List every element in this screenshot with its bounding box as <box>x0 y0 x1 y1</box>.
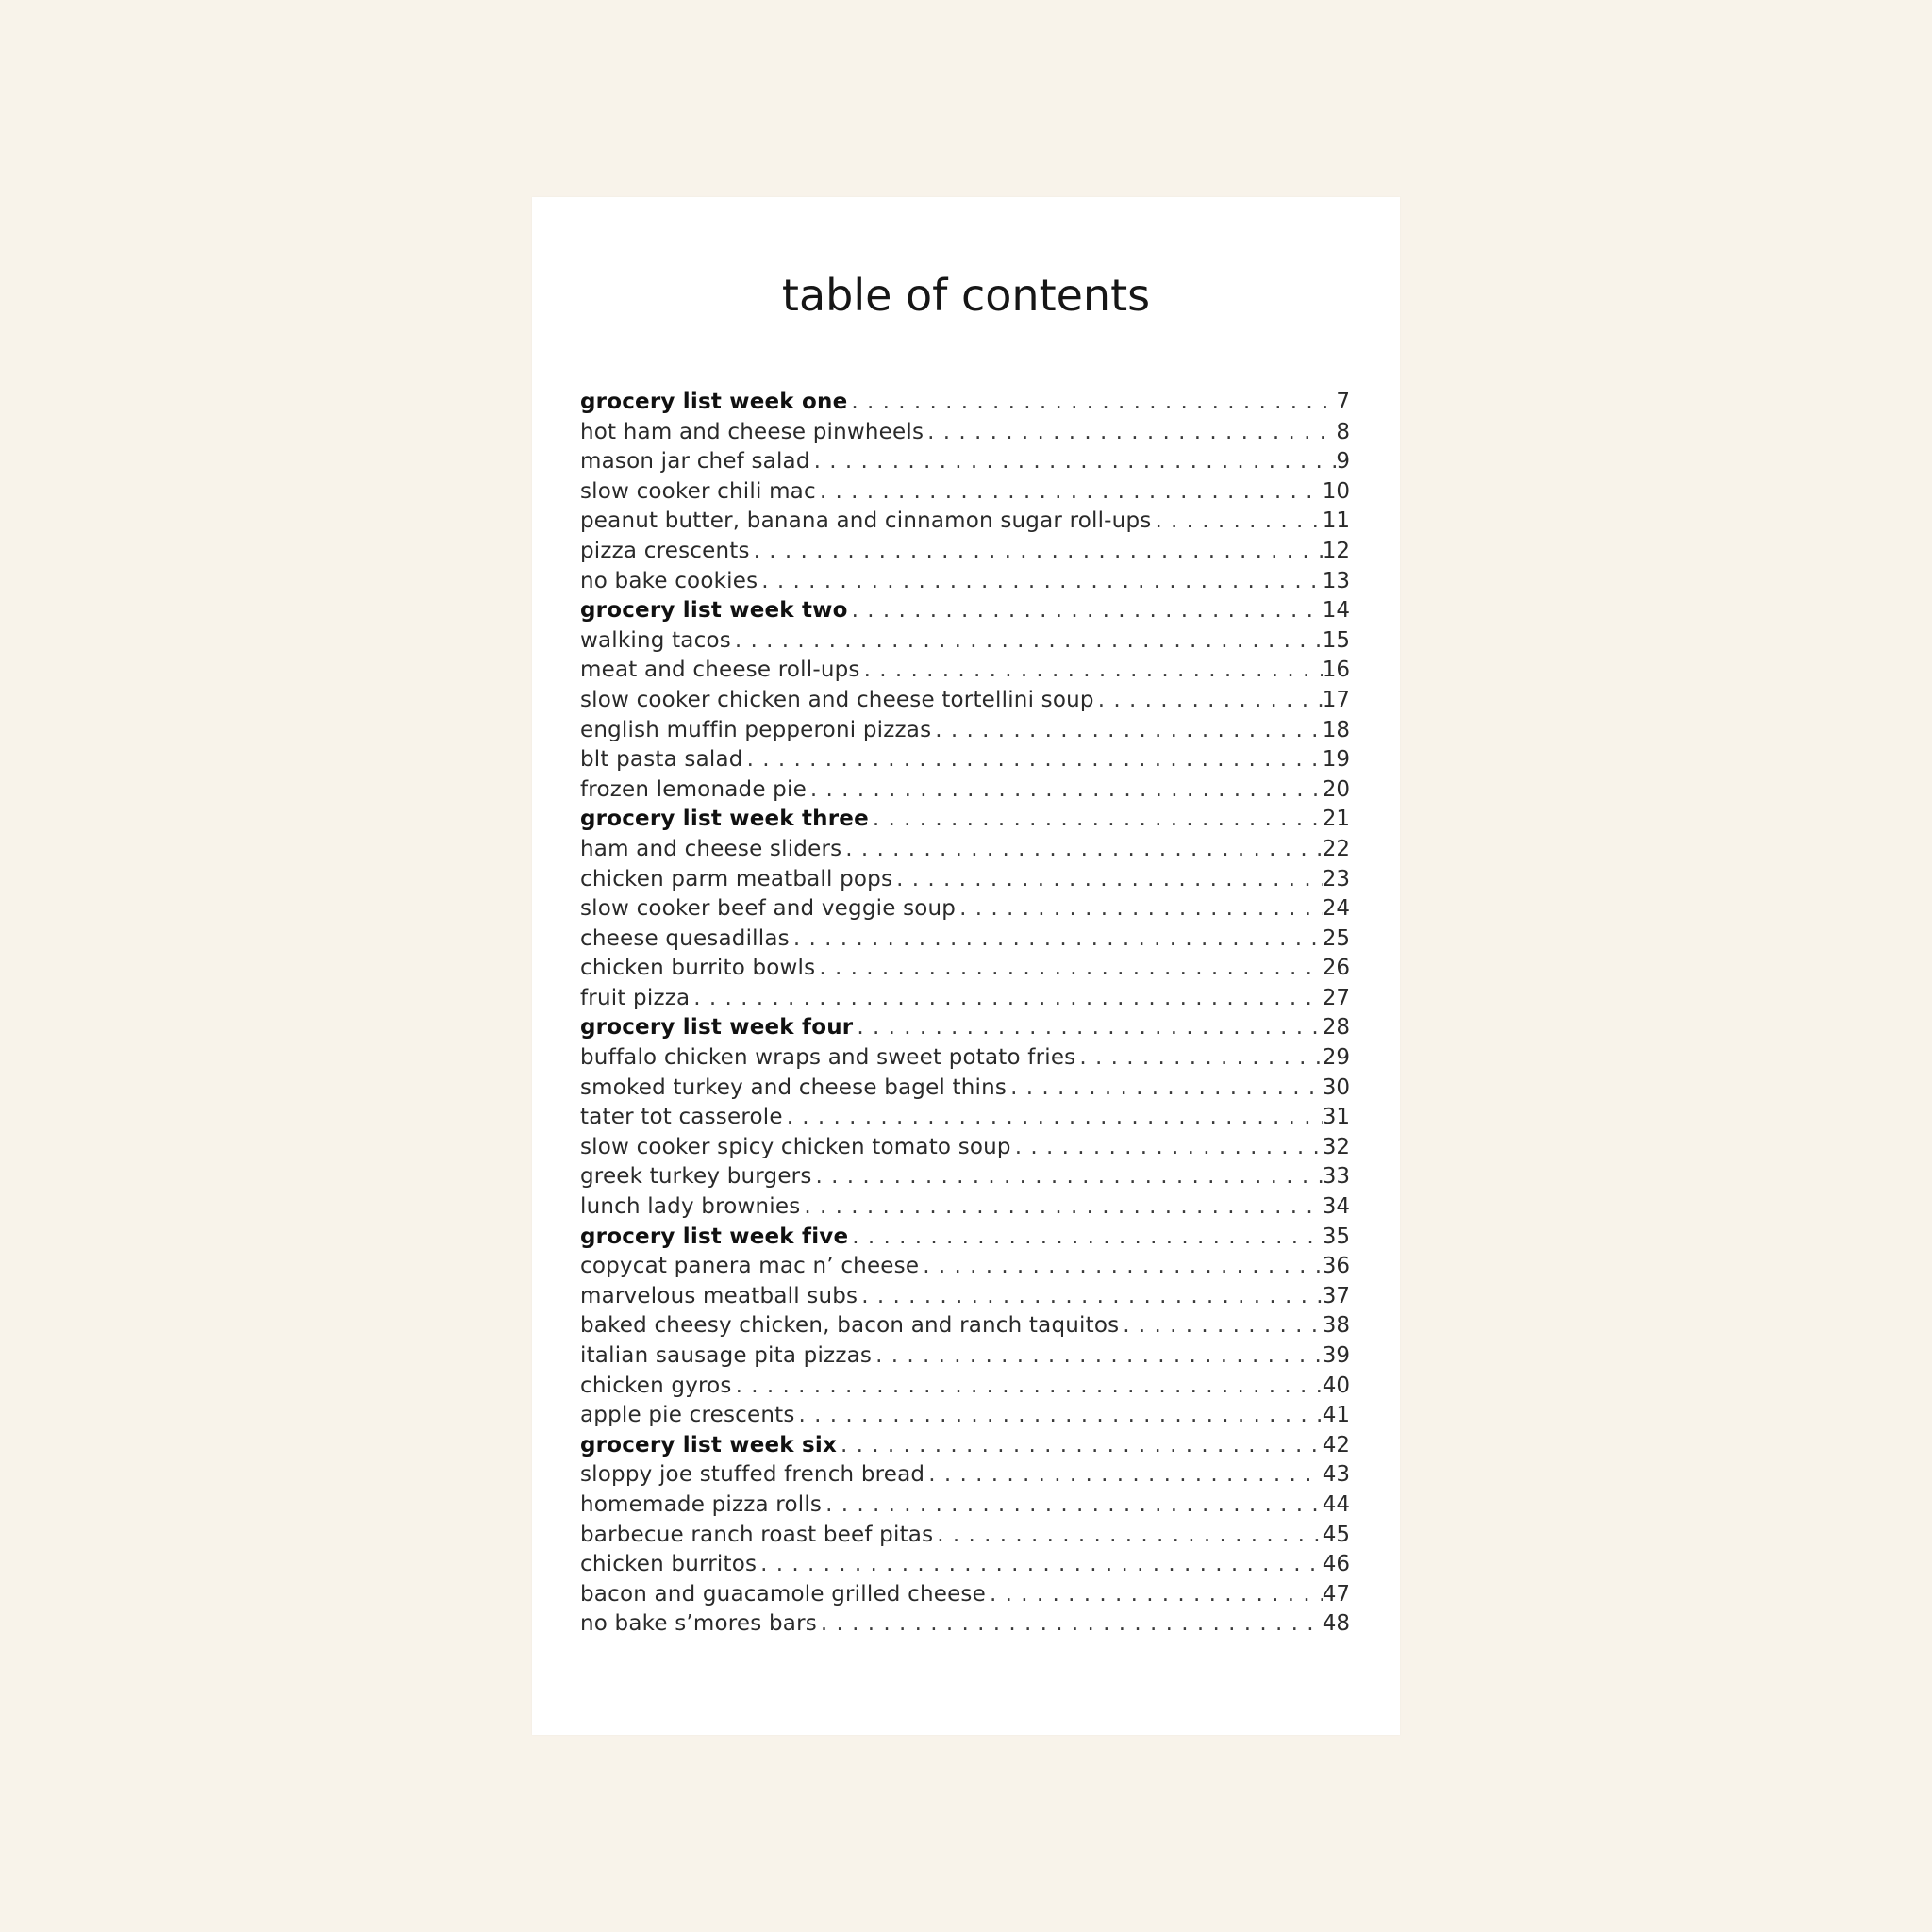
toc-entry-title: grocery list week three <box>580 807 869 832</box>
toc-entry-title: slow cooker spicy chicken tomato soup <box>580 1134 1011 1159</box>
toc-entry <box>580 1075 1350 1106</box>
toc-entry-page-number: 35 <box>1322 1224 1350 1249</box>
toc-entry <box>580 1135 1350 1165</box>
dot-leader <box>872 1343 1323 1368</box>
dot-leader <box>860 658 1323 682</box>
toc-entry-page-number: 19 <box>1322 747 1350 773</box>
toc-entry-title: smoked turkey and cheese bagel thins <box>580 1074 1008 1100</box>
dot-leader <box>1007 1075 1323 1100</box>
toc-entry-page-number: 23 <box>1322 866 1350 891</box>
toc-entry-page-number: 24 <box>1322 896 1350 922</box>
dot-leader <box>933 1523 1322 1547</box>
toc-entry <box>580 569 1350 599</box>
toc-entry-page-number: 9 <box>1336 449 1350 475</box>
toc-entry-page-number: 38 <box>1322 1313 1350 1339</box>
dot-leader <box>815 956 1322 980</box>
dot-leader <box>858 1284 1322 1308</box>
toc-entry <box>580 1164 1350 1194</box>
toc-entry-title: grocery list week two <box>580 598 848 624</box>
toc-entry-page-number: 11 <box>1322 508 1350 534</box>
dot-leader <box>732 1374 1323 1398</box>
toc-entry-title: apple pie crescents <box>580 1403 795 1428</box>
toc-entry <box>580 1403 1350 1433</box>
dot-leader <box>1094 688 1323 712</box>
dot-leader <box>816 479 1323 504</box>
dot-leader <box>750 539 1323 563</box>
table-of-contents-list <box>580 390 1350 1641</box>
toc-entry-page-number: 36 <box>1322 1254 1350 1279</box>
toc-entry-page-number: 29 <box>1322 1045 1350 1071</box>
toc-section-heading <box>580 390 1350 420</box>
toc-entry-title: grocery list week five <box>580 1224 849 1249</box>
toc-entry <box>580 718 1350 748</box>
toc-entry-title: homemade pizza rolls <box>580 1491 823 1517</box>
dot-leader <box>810 449 1337 474</box>
toc-entry <box>580 986 1350 1016</box>
toc-entry-title: peanut butter, banana and cinnamon sugar roll-ups <box>580 508 1152 534</box>
dot-leader <box>869 807 1323 831</box>
dot-leader <box>1119 1313 1322 1338</box>
page-title: table of contents <box>781 270 1151 321</box>
toc-entry <box>580 747 1350 777</box>
toc-entry-title: baked cheesy chicken, bacon and ranch taquitos <box>580 1313 1120 1339</box>
toc-entry <box>580 479 1350 509</box>
toc-entry-title: slow cooker beef and veggie soup <box>580 896 957 922</box>
toc-entry <box>580 1374 1350 1404</box>
toc-entry-page-number: 22 <box>1322 836 1350 861</box>
toc-entry-title: marvelous meatball subs <box>580 1283 858 1308</box>
toc-entry <box>580 628 1350 658</box>
dot-leader <box>800 1194 1322 1219</box>
dot-leader <box>817 1611 1323 1636</box>
toc-entry-title: chicken burritos <box>580 1552 758 1577</box>
toc-entry-page-number: 16 <box>1322 658 1350 683</box>
toc-entry-title: chicken gyros <box>580 1373 732 1398</box>
toc-entry <box>580 1582 1350 1612</box>
toc-entry-page-number: 34 <box>1322 1194 1350 1220</box>
toc-entry-page-number: 39 <box>1322 1343 1350 1368</box>
toc-entry-page-number: 43 <box>1322 1462 1350 1488</box>
toc-entry-title: chicken burrito bowls <box>580 956 816 981</box>
toc-entry-title: fruit pizza <box>580 985 691 1010</box>
dot-leader <box>847 390 1336 414</box>
dot-leader <box>790 926 1323 951</box>
toc-entry <box>580 1194 1350 1224</box>
toc-entry <box>580 777 1350 808</box>
toc-entry-page-number: 17 <box>1322 687 1350 712</box>
dot-leader <box>841 837 1322 861</box>
dot-leader <box>853 1015 1322 1040</box>
dot-leader <box>795 1403 1323 1427</box>
dot-leader <box>783 1105 1323 1129</box>
toc-entry-title: slow cooker chili mac <box>580 478 816 504</box>
toc-entry-page-number: 30 <box>1322 1074 1350 1100</box>
dot-leader <box>758 569 1322 593</box>
toc-entry-title: sloppy joe stuffed french bread <box>580 1462 925 1488</box>
toc-entry-title: slow cooker chicken and cheese tortellini soup <box>580 687 1094 712</box>
toc-entry <box>580 1343 1350 1374</box>
toc-entry-page-number: 25 <box>1322 925 1350 951</box>
toc-entry <box>580 926 1350 957</box>
dot-leader <box>919 1254 1323 1278</box>
toc-entry-title: copycat panera mac n’ cheese <box>580 1254 920 1279</box>
toc-entry-page-number: 18 <box>1322 717 1350 742</box>
dot-leader <box>731 628 1323 653</box>
toc-entry-title: cheese quesadillas <box>580 925 790 951</box>
toc-entry <box>580 688 1350 718</box>
toc-entry-page-number: 13 <box>1322 568 1350 593</box>
dot-leader <box>690 986 1322 1010</box>
dot-leader <box>848 1224 1322 1249</box>
toc-entry-page-number: 26 <box>1322 956 1350 981</box>
dot-leader <box>1075 1045 1322 1070</box>
toc-entry-title: frozen lemonade pie <box>580 776 807 802</box>
toc-entry-title: no bake cookies <box>580 568 758 593</box>
toc-entry <box>580 1313 1350 1343</box>
toc-entry-title: barbecue ranch roast beef pitas <box>580 1522 934 1547</box>
toc-entry-page-number: 27 <box>1322 985 1350 1010</box>
toc-entry-title: chicken parm meatball pops <box>580 866 893 891</box>
dot-leader <box>931 718 1322 742</box>
toc-entry <box>580 1552 1350 1582</box>
dot-leader <box>822 1492 1323 1517</box>
toc-entry <box>580 1523 1350 1553</box>
toc-entry-title: meat and cheese roll-ups <box>580 658 860 683</box>
toc-entry-page-number: 10 <box>1322 478 1350 504</box>
toc-entry-page-number: 14 <box>1322 598 1350 624</box>
toc-entry-page-number: 31 <box>1322 1105 1350 1130</box>
toc-entry <box>580 658 1350 688</box>
toc-entry-page-number: 42 <box>1322 1432 1350 1457</box>
dot-leader <box>848 598 1323 623</box>
toc-entry <box>580 1611 1350 1641</box>
dot-leader <box>1011 1135 1323 1159</box>
toc-entry-title: italian sausage pita pizzas <box>580 1343 873 1368</box>
toc-entry <box>580 1492 1350 1523</box>
toc-entry <box>580 420 1350 450</box>
toc-section-heading <box>580 1224 1350 1255</box>
toc-section-heading <box>580 807 1350 837</box>
dot-leader <box>812 1164 1323 1189</box>
toc-entry-page-number: 46 <box>1322 1552 1350 1577</box>
dot-leader <box>807 777 1323 802</box>
toc-section-heading <box>580 1015 1350 1045</box>
toc-entry-page-number: 21 <box>1322 807 1350 832</box>
toc-entry-title: grocery list week six <box>580 1432 838 1457</box>
toc-entry <box>580 1284 1350 1314</box>
dot-leader <box>1151 508 1322 533</box>
dot-leader <box>924 1462 1322 1487</box>
dot-leader <box>757 1552 1323 1576</box>
toc-entry-page-number: 44 <box>1322 1491 1350 1517</box>
toc-entry-page-number: 7 <box>1336 390 1350 414</box>
toc-entry <box>580 449 1350 479</box>
toc-entry-page-number: 45 <box>1322 1522 1350 1547</box>
toc-entry-page-number: 47 <box>1322 1581 1350 1607</box>
toc-entry-page-number: 48 <box>1322 1611 1350 1637</box>
toc-entry-title: mason jar chef salad <box>580 449 810 475</box>
toc-entry-title: tater tot casserole <box>580 1105 783 1130</box>
toc-entry-page-number: 40 <box>1322 1373 1350 1398</box>
toc-entry-title: no bake s’mores bars <box>580 1611 817 1637</box>
toc-entry-title: grocery list week one <box>580 390 848 414</box>
toc-entry <box>580 1462 1350 1492</box>
toc-entry-page-number: 8 <box>1336 419 1350 444</box>
toc-entry <box>580 1254 1350 1284</box>
toc-entry-page-number: 33 <box>1322 1164 1350 1190</box>
toc-entry <box>580 837 1350 867</box>
dot-leader <box>743 747 1323 772</box>
toc-entry-title: bacon and guacamole grilled cheese <box>580 1581 986 1607</box>
toc-section-heading <box>580 598 1350 628</box>
toc-entry <box>580 539 1350 569</box>
toc-entry-title: english muffin pepperoni pizzas <box>580 717 932 742</box>
toc-entry-title: ham and cheese sliders <box>580 836 842 861</box>
toc-entry <box>580 508 1350 539</box>
toc-entry-page-number: 32 <box>1322 1134 1350 1159</box>
toc-entry-page-number: 37 <box>1322 1283 1350 1308</box>
toc-entry-page-number: 20 <box>1322 776 1350 802</box>
toc-entry <box>580 867 1350 897</box>
dot-leader <box>956 896 1323 921</box>
dot-leader <box>837 1433 1323 1457</box>
toc-entry-page-number: 12 <box>1322 538 1350 563</box>
dot-leader <box>924 420 1336 444</box>
toc-entry-title: blt pasta salad <box>580 747 743 773</box>
toc-section-heading <box>580 1433 1350 1463</box>
toc-entry <box>580 956 1350 986</box>
toc-entry-title: buffalo chicken wraps and sweet potato fries <box>580 1045 1076 1071</box>
toc-entry <box>580 896 1350 926</box>
toc-entry <box>580 1045 1350 1075</box>
dot-leader <box>986 1582 1323 1607</box>
toc-entry-title: greek turkey burgers <box>580 1164 812 1190</box>
toc-entry-page-number: 28 <box>1322 1015 1350 1041</box>
toc-entry <box>580 1105 1350 1135</box>
toc-entry-page-number: 15 <box>1322 627 1350 653</box>
toc-entry-title: walking tacos <box>580 627 731 653</box>
toc-entry-title: pizza crescents <box>580 538 750 563</box>
dot-leader <box>892 867 1323 891</box>
toc-entry-page-number: 41 <box>1322 1403 1350 1428</box>
toc-entry-title: lunch lady brownies <box>580 1194 801 1220</box>
toc-entry-title: grocery list week four <box>580 1015 854 1041</box>
toc-entry-title: hot ham and cheese pinwheels <box>580 419 924 444</box>
